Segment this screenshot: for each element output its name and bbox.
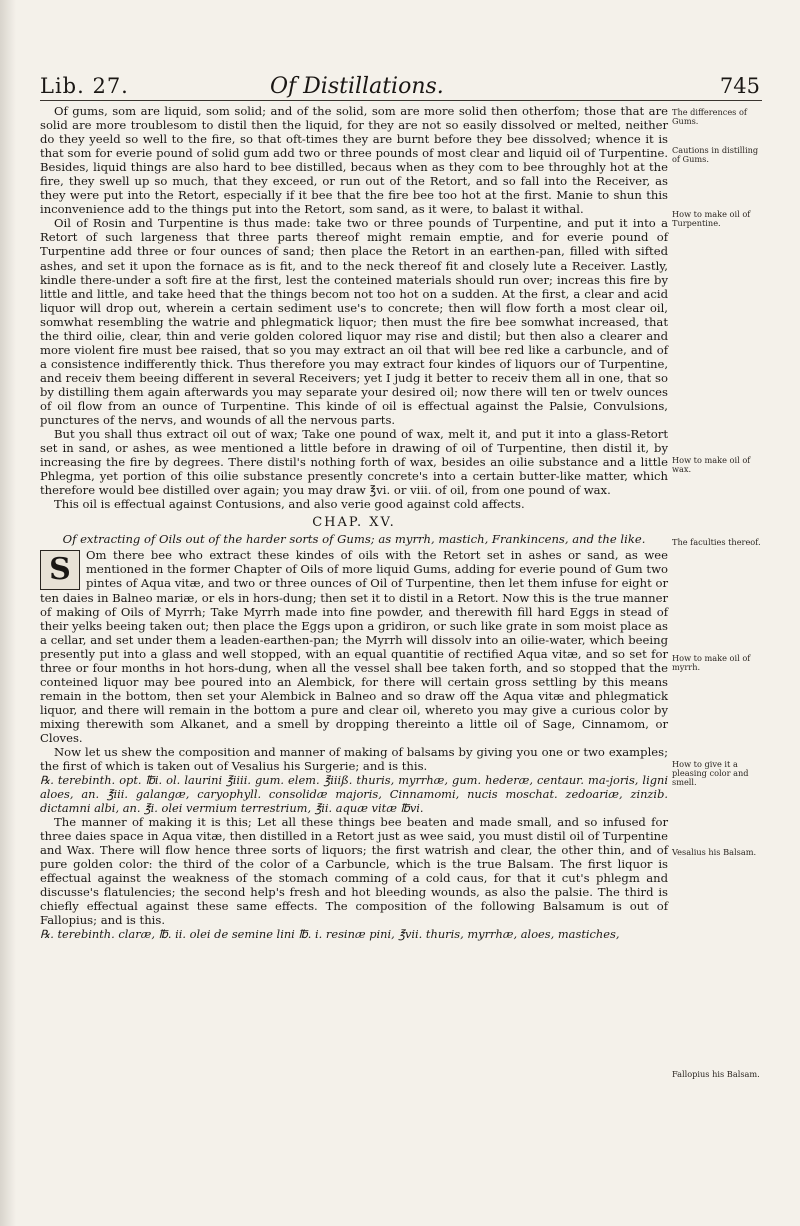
header-rule xyxy=(40,100,762,101)
paragraph-turpentine: Oil of Rosin and Turpentine is thus made: take two or three pounds of Turpentine, and put it into a Retort of such largeness that three parts thereof might remain emptie, and for everie pound of Turpentine add three or four ounces of sand; then place the Retort in an earthen-pan, filled with sifted ashes, and set it upon the fornace as is fit, and to the neck thereof fit and closely lute a Receiver. Lastly, kindle there-under a soft fire at the first, lest the conteined materials should run over; increas this fire by little and little, and take heed that the things becom not too hot on a sudden. At the first, a clear and acid liquor will drop out, wherein a certain sediment use's to concrete; then will flow forth a most clear oil, somwhat resembling the watrie and phlegmatick liquor; then must the fire bee somwhat increased, that the third oilie, clear, thin and verie golden colored liquor may rise and distil; but then also a clearer and more violent fire must bee raised, that so you may extract an oil that will bee red like a carbuncle, and of a consistence indifferently thick. Thus therefore you may extract four kindes of liquors our of Turpentine, and receiv them beeing different in several Receivers; yet I judg it better to receiv them all in one, that so by distilling them again afterwards you may separate your desired oil; now there will ten or twelv ounces of oil flow from an ounce of Turpentine. This kinde of oil is effectual against the Palsie, Convulsions, punctures of the nervs, and wounds of all the nervous parts. xyxy=(40,216,668,428)
page-gutter-shadow xyxy=(0,0,16,1226)
paragraph-balsam-making: The manner of making it is this; Let all these things bee beaten and made small, and so infused for three daies space in Aqua vitæ, then distilled in a Retort just as wee said, you must distil oil of Turpentine and Wax. There will flow hence three sorts of liquors; the first watrish and clear, the other thin, and of pure golden color: the third of the color of a Carbuncle, which is the true Balsam. The first liquor is effectual against the weakness of the stomach comming of a cold caus, for that it cut's phlegm and discusse's flatulencies; the second help's fresh and hot bleeding wounds, as also the palsie. The third is chiefly effectual against these same effects. The composition of the following Balsamum is out of Fallopius; and is this. xyxy=(40,815,668,928)
margin-note-oil-turpentine: How to make oil of Turpentine. xyxy=(672,209,751,229)
margin-note-fallopius: Fallopius his Balsam. xyxy=(672,1069,760,1079)
margin-note-oil-wax: How to make oil of wax. xyxy=(672,455,751,475)
paragraph-gums: Of gums, som are liquid, som solid; and of the solid, som are more solid then otherfom; those that are solid are more troublesom to distil then the liquid, for they are not so easily dissolved or melted, neither do they yeeld so well to the fire, so that oft-times they are burnt before they bee dissolved; whence it is that som for everie pound of solid gum add two or three pounds of most clear and liquid oil of Turpentine. Besides, liquid things are also hard to bee distilled, becaus when as they com to bee throughly hot at the fire, they swell up so much, that they exceed, or run out of the Retort, and so fall into the Receiver, as they were put into the Retort, especially if it bee that the fire bee too hot at the first. Manie to shun this inconvenience add to the things put into the Retort, som sand, as it were, to balast it withal. xyxy=(40,104,668,217)
margin-note-cautions: Cautions in distilling of Gums. xyxy=(672,145,759,165)
paragraph-wax-faculties: This oil is effectual against Contusions, and also verie good against cold affects. xyxy=(54,497,525,512)
margin-note-gum-differences: The differences of Gums. xyxy=(672,107,747,127)
book-number: Lib. 27. xyxy=(40,74,129,98)
paragraph-balsams: Now let us shew the composition and manner of making of balsams by giving you one or two examples; the first of which is taken out of Vesalius his Surgerie; and is this. xyxy=(40,745,668,774)
margin-note-oil-myrrh: How to make oil of myrrh. xyxy=(672,653,751,673)
chapter-first-paragraph xyxy=(40,548,668,745)
margin-note-color-smell: How to give it a pleasing color and smell. xyxy=(672,759,749,788)
page-number: 745 xyxy=(719,74,760,98)
chapter-title: Of extracting of Oils out of the harder sorts of Gums; as myrrh, mastich, Frankincens, and the like. xyxy=(62,532,646,547)
margin-note-faculties: The faculties thereof. xyxy=(672,537,761,547)
margin-note-vesalius: Vesalius his Balsam. xyxy=(672,847,757,857)
main-text-column xyxy=(40,104,668,941)
chapter-first-paragraph-text: Om there bee who extract these kindes of oils with the Retort set in ashes or sand, as wee mentioned in the former Chapter of Oils of more liquid Gums, adding for everie pound of Gum two pintes of Aqua vitæ, and two or three ounces of Oil of Turpentine, then let them infuse for eight or ten daies in Balneo mariæ, or els in hors-dung; then set it to distil in a Retort. Now this is the true manner of making of Oils of Myrrh; Take Myrrh made into fine powder, and therewith fill hard Eggs in stead of their yelks beeing taken out; then place the Eggs upon a gridiron, or such like grate in som moist place as a cellar, and set under them a leaden-earthen-pan; the Myrrh will dissolv into an oilie-water, which beeing presently put into a glass and well stopped, with an equal quantitie of rectified Aqua vitæ, and so set for three or four months in hot hors-dung, when all the vessel shall bee taken forth, and so stopped that the conteined liquor may bee poured into an Alembick, for there will certain gross settling by this means remain in the bottom, then set your Alembick in Balneo and so draw off the Aqua vitæ and phlegmatick liquor, and there will remain in the bottom a pure and clear oil, whereto you may give a curious color by mixing therewith som Alkanet, and a smell by dropping thereinto a little oil of Sage, Cinnamom, or Cloves. xyxy=(40,548,668,745)
recipe-vesalius: ℞. terebinth. opt. ℔i. ol. laurini ℥iiii. gum. elem. ℥iiiß. thuris, myrrhæ, gum. hederæ, centaur. ma-joris, ligni aloes, an. ℥iii. galangæ, caryophyll. consolidæ majoris, Cinnamomi, nucis moschat. zedoariæ, zinzib. dictamni albi, an. ℥i. olei vermium terrestrium, ℥ii. aquæ vitæ ℔vi. xyxy=(40,773,668,816)
running-title: Of Distillations. xyxy=(270,74,444,99)
chapter-heading: CHAP. XV. xyxy=(312,515,396,531)
drop-cap: S xyxy=(40,550,80,590)
paragraph-wax: But you shall thus extract oil out of wax; Take one pound of wax, melt it, and put it into a glass-Retort set in sand, or ashes, as wee mentioned a little before in drawing of oil of Turpentine, then distil it, by increasing the fire by degrees. There distil's nothing forth of wax, besides an oilie substance and a little Phlegma, yet portion of this oilie substance presently concrete's into a certain butter-like matter, which therefore would bee distilled over again; you may draw ℥vi. or viii. of oil, from one pound of wax. xyxy=(40,427,668,498)
recipe-fallopius: ℞. terebinth. claræ, ℔. ii. olei de semine lini ℔. i. resinæ pini, ℥vii. thuris, myrrhæ, aloes, mastiches, xyxy=(40,927,620,942)
running-header xyxy=(40,70,760,100)
